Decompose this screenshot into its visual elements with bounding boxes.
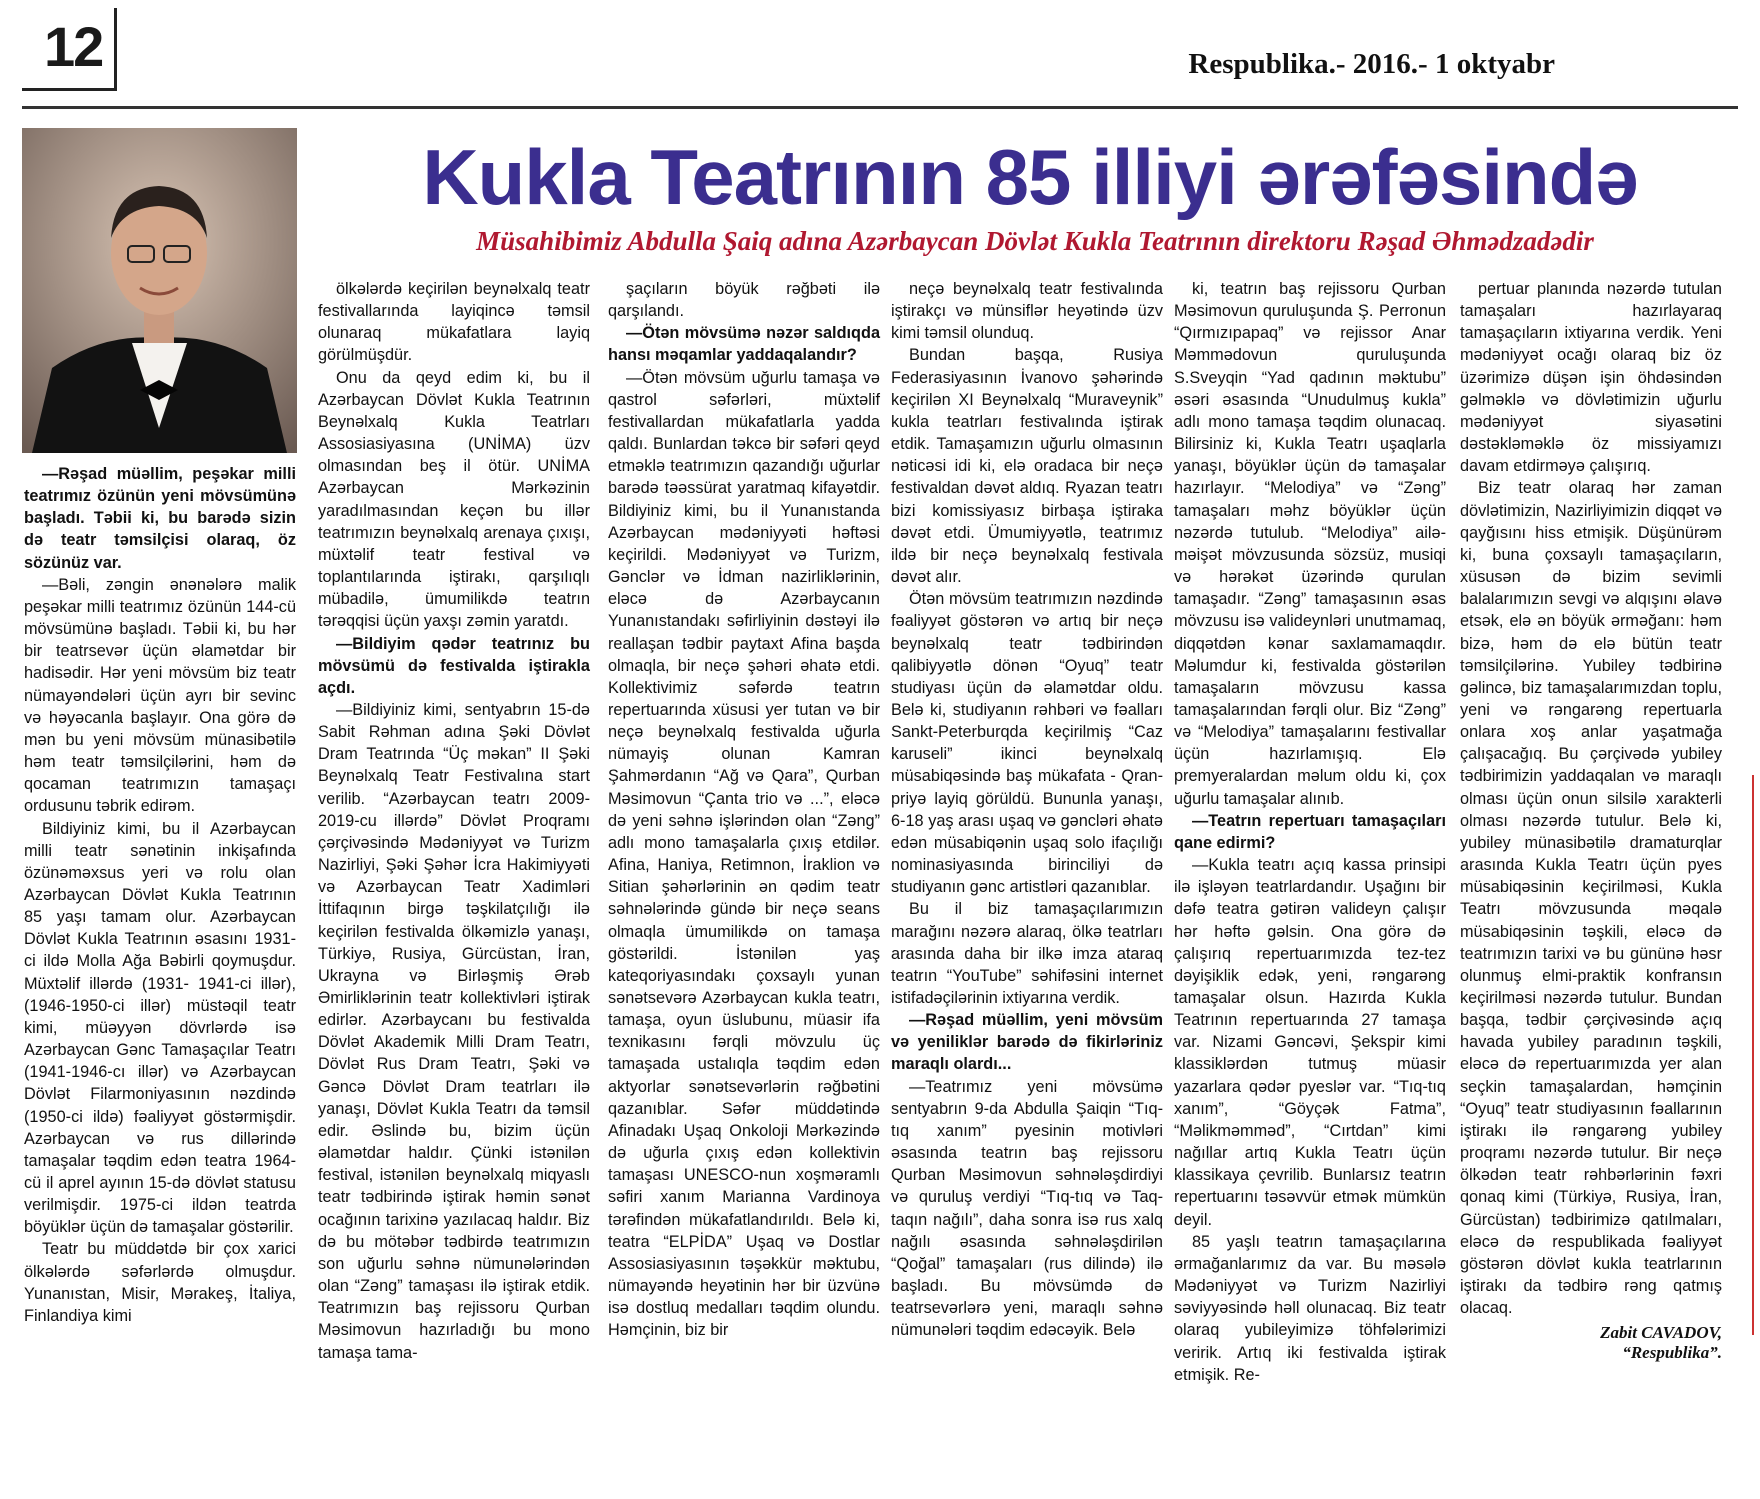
page-number-box [22, 8, 117, 91]
paragraph: ölkələrdə keçirilən beynəlxalq teatr festivallarında layiqincə təmsil olunaraq mükafatlara layiq görülmüşdür. [318, 280, 590, 365]
page-number: 12 [44, 15, 103, 78]
edge-rule [1752, 775, 1760, 1335]
paragraph: neçə beynəlxalq teatr festivalında iştirakçı və münsiflər heyətində üzv kimi təmsil olunduq. [891, 280, 1163, 343]
paragraph: şaçıların böyük rəğbəti ilə qarşılandı. [608, 280, 880, 321]
paragraph: pertuar planında nəzərdə tutulan tamaşaları hazırlayaraq tamaşaçıların ixtiyarına verdik. Yeni mədəniyyət ocağı olaraq biz öz üzərimizə düşən işin öhdəsindən gəlməklə və dövlətimizin uğurlu mədəniyyət siyasətini dəstəkləməklə öz missiyamızı davam etdirməyə çalışırıq. [1460, 280, 1722, 476]
article-subtitle: Müsahibimiz Abdulla Şaiq adına Azərbaycan Dövlət Kukla Teatrının direktoru Rəşad Əhmədzadədir [476, 226, 1594, 256]
paragraph: —Kukla teatrı açıq kassa prinsipi ilə işləyən teatrlardandır. Uşağını bir dəfə teatra gətirən valideyn çalışır hər həftə gəlsin. Ona görə də çalışırıq repertuarımızda tez-tez dəyişiklik edək, yeni, rəngarəng tamaşalar olsun. Hazırda Kukla Teatrının repertuarında 27 tamaşa var. Nizami Gəncəvi, Şekspir kimi klassiklərdən tutmuş müasir yazarlara qədər pyeslər var. “Tıq-tıq xanım”, “Göyçək Fatma”, “Məlikməmməd”, “Cırtdan” kimi nağıllar artıq Kukla Teatrı üçün klassikaya çevrilib. Bunlarsız teatrın repertuarını təsəvvür etmək mümkün deyil. [1174, 856, 1446, 1229]
paragraph: Bildiyiniz kimi, bu il Azərbaycan milli teatr sənətinin inkişafında özünəməxsus yeri və rolu olan Azərbaycan Dövlət Kukla Teatrının 85 yaşı tamam olur. Azərbaycan Dövlət Kukla Teatrının əsasını 1931-ci ildə Molla Ağa Bəbirli qoymuşdur. Müxtəlif illərdə (1931- 1941-ci illər), (1946-1950-ci illər) müstəqil teatr kimi, müəyyən dövrlərdə isə Azərbaycan Gənc Tamaşaçılar Teatrı (1941-1946-cı illər) və Azərbaycan Dövlət Filarmoniyasının nəzdində (1950-ci ildə) fəaliyyət göstərmişdir. Azərbaycan və rus dillərində tamaşalar təqdim edən teatra 1964-cü il aprel ayının 15-də dövlət statusu verilmişdir. 1975-ci ildən teatrda böyüklər üçün də tamaşalar göstərilir. [24, 819, 296, 1237]
portrait-illustration [22, 128, 297, 453]
column-1 [24, 463, 296, 1327]
column-2 [318, 278, 590, 1364]
author-paper: “Respublika”. [1622, 1343, 1722, 1363]
paragraph: —Teatrımız yeni mövsümə sentyabrın 9-da Abdulla Şaiqin “Tıq-tıq xanım” pyesinin motivləri əsasında teatrın baş rejissoru Qurban Məsimovun səhnələşdirdiyi və quruluş verdiyi “Tıq-tıq və Taq-taqın nağılı”, daha sonra isə rus xalq nağılı əsasında səhnələşdirilən “Qoğal” tamaşaları (rus dilində) ilə başladı. Bu mövsümdə də teatrsevərlərə yeni, maraqlı səhnə nümunələri təqdim edəcəyik. Belə [891, 1077, 1163, 1340]
author-name: Zabit CAVADOV, [1600, 1323, 1722, 1343]
article-title: Kukla Teatrının 85 illiyi ərəfəsində [422, 133, 1638, 221]
author-signature [1460, 1323, 1722, 1363]
paragraph: ki, teatrın baş rejissoru Qurban Məsimovun quruluşunda Ş. Perronun “Qırmızıpapaq” və rejissor Anar Məmmədovun quruluşunda S.Sveyqin “Yad qadının məktubu” əsəri əsasında “Unudulmuş kukla” adlı mono tamaşa təqdim olunacaq. Bilirsiniz ki, Kukla Teatrı uşaqlarla yanaşı, böyüklər üçün də tamaşalar hazırlayır. “Melodiya” və “Zəng” tamaşaları məhz böyüklər üçün nəzərdə tutulub. “Melodiya” ailə-məişət mövzusunda sözsüz, musiqi və hərəkət üzərində qurulan tamaşadır. “Zəng” tamaşasının əsas mövzusu isə valideynləri unutmamaq, diqqətdən kənar saxlamamaqdır. Məlumdur ki, festivalda göstərilən tamaşaların mövzusu kassa tamaşalarından fərqli olur. Biz “Zəng” və “Melodiya” tamaşalarını festivallar üçün hazırlamışıq. Elə premyeralardan məlum oldu ki, çox uğurlu tamaşalar alınıb. [1174, 280, 1446, 808]
paragraph: Onu da qeyd edim ki, bu il Azərbaycan Dövlət Kukla Teatrının Beynəlxalq Kukla Teatrları Assosiasiyasına (UNİMA) üzv olmasından beş il ötür. UNİMA Azərbaycan Mərkəzinin yaradılmasından keçən bu illər teatrımızın beynəlxalq arenaya çıxışı, müxtəlif teatr festival və toplantılarında iştirakı, qarşılıqlı mübadilə, ümumilikdə teatrın tərəqqisi üçün yaxşı zəmin yaratdı. [318, 368, 590, 631]
paragraph: Ötən mövsüm teatrımızın nəzdində fəaliyyət göstərən və artıq bir neçə beynəlxalq teatr tədbirindən qalibiyyətlə dönən “Oyuq” teatr studiyası üçün də əlamətdar oldu. Belə ki, studiyanın rəhbəri və fəalları Sankt-Peterburqda keçirilmiş “Caz karuseli” ikinci beynəlxalq müsabiqəsində baş mükafata - Qran-priyə layiq görüldü. Bununla yanaşı, 6-18 yaş arası uşaq və gəncləri əhatə edən müsabiqənin uşaq solo ifaçılığı nominasiyasında birinciliyi də studiyanın gənc artistləri qazanıblar. [891, 590, 1163, 897]
paragraph: —Bildiyim qədər teatrınız bu mövsümü də festivalda iştirakla açdı. [318, 634, 590, 697]
masthead: Respublika.- 2016.- 1 oktyabr [1188, 48, 1555, 80]
portrait-photo [22, 128, 297, 453]
paragraph: —Ötən mövsümə nəzər saldıqda hansı məqamlar yaddaqalandır? [608, 324, 880, 365]
paragraph: Bundan başqa, Rusiya Federasiyasının İvanovo şəhərində keçirilən XI Beynəlxalq “Muraveynik” kukla teatrları festivalında iştirak etdik. Tamaşamızın uğurlu olmasının nəticəsi idi ki, elə oradaca bir neçə festivaldan dəvət aldıq. Ryazan teatrı bizi komissiyasız birbaşa iştiraka dəvət etdi. Ümumiyyətlə, teatrımız ildə bir neçə beynəlxalq festivala dəvət alır. [891, 346, 1163, 587]
paragraph: —Teatrın repertuarı tamaşaçıları qane edirmi? [1174, 811, 1446, 852]
paragraph: Biz teatr olaraq hər zaman dövlətimizin, Nazirliyimizin diqqət və qayğısını hiss etmişik. Düşünürəm ki, buna çoxsaylı tamaşaçıların, xüsusən də bizim sevimli balalarımızın sevgi və alqışını əlavə etsək, elə ən böyük ərməğanı: həm bizə, həm də elə bütün teatr təmsilçilərinə. Yubiley tədbirinə gəlincə, biz tamaşalarımızdan toplu, yeni və rəngarəng repertuarla onlara xoş anlar yaşatmağa çalışacağıq. Bu çərçivədə yubiley tədbirimizin yaddaqalan və maraqlı olması üçün onun silsilə xarakterli olması nəzərdə tutulur. Belə ki, yubiley münasibətilə dramaturqlar arasında Kukla Teatrı üçün pyes müsabiqəsinin keçirilməsi, Kukla Teatrı mövzusunda məqalə müsabiqəsinin təşkili, eləcə də teatrımızın tarixi və bu gününə həsr olunmuş elmi-praktik konfransın keçirilməsi nəzərdə tutulur. Bundan başqa, tədbir çərçivəsində açıq havada yubiley paradının təşkili, eləcə də repertuarımızda yer alan seçkin tamaşalardan, həmçinin “Oyuq” teatr studiyasının fəallarının iştirakı ilə rəngarəng yubiley proqramı nəzərdə tutulur. Bir neçə ölkədən teatr rəhbərlərinin fəxri qonaq kimi (Türkiyə, Rusiya, İran, Gürcüstan) tədbirimizə qatılmaları, eləcə də respublikada fəaliyyət göstərən dövlət kukla teatrlarının iştirakı da tədbirə rəng qatmış olacaq. [1460, 479, 1722, 1318]
paragraph: —Rəşad müəllim, yeni mövsüm və yeniliklər barədə də fikirləriniz maraqlı olardı... [891, 1011, 1163, 1074]
paragraph: —Rəşad müəllim, peşəkar milli teatrımız özünün yeni mövsümünə başladı. Təbii ki, bu barədə sizin də teatr təmsilçisi olaraq, öz sözünüz var. [24, 465, 296, 572]
column-5 [1174, 278, 1446, 1386]
paragraph: —Bildiyiniz kimi, sentyabrın 15-də Sabit Rəhman adına Şəki Dövlət Dram Teatrında “Üç məkan” II Şəki Beynəlxalq Teatr Festivalına start verilib. “Azərbaycan teatrı 2009-2019-cu illərdə” Dövlət Proqramı çərçivəsində Mədəniyyət və Turizm Nazirliyi, Şəki Şəhər İcra Hakimiyyəti və Azərbaycan Teatr Xadimləri İttifaqının birgə təşkilatçılığı ilə keçirilən festivalda ölkəmizlə yanaşı, Türkiyə, Rusiya, Gürcüstan, İran, Ukrayna və Birləşmiş Ərəb Əmirliklərinin teatr kollektivləri iştirak edirlər. Azərbaycanı bu festivalda Dövlət Akademik Milli Dram Teatrı, Dövlət Rus Dram Teatrı, Şəki və Gəncə Dövlət Dram teatrları ilə yanaşı, Dövlət Kukla Teatrı da təmsil edir. Əslində bu, bizim üçün əlamətdar haldır. Çünki istənilən festival, istənilən beynəlxalq miqyaslı teatr tədbirində iştirak həmin sənət ocağının tarixinə yazılacaq haldır. Biz də bu mötəbər tədbirdə teatrımızın son uğurlu səhnə nümunələrindən olan “Zəng” tamaşası ilə iştirak etdik. Teatrımızın baş rejissoru Qurban Məsimovun hazırladığı bu mono tamaşa tama- [318, 700, 590, 1362]
paragraph: —Bəli, zəngin ənənələrə malik peşəkar milli teatrımız özünün 144-cü mövsümünə başladı. Təbii ki, bu hər bir teatrsevər üçün əlamətdar bir hadisədir. Hər yeni mövsüm biz teatr nümayəndələri üçün ayrı bir sevinc və həyəcanla başlayır. Ona görə də mən bu yeni mövsüm münasibətilə həm teatr təmsilçilərini, həm də qocaman teatrımızın tamaşaçı ordusunu təbrik edirəm. [24, 575, 296, 816]
column-4 [891, 278, 1163, 1342]
paragraph: —Ötən mövsüm uğurlu tamaşa və qastrol səfərləri, müxtəlif festivallardan mükafatlarla yadda qaldı. Bunlardan təkcə bir səfəri qeyd etməklə teatrımızın qazandığı uğurlar barədə təəssürat yaratmaq kifayətdir. Bildiyiniz kimi, bu il Yunanıstanda Azərbaycan mədəniyyəti həftəsi keçirildi. Mədəniyyət və Turizm, Gənclər və İdman nazirliklərinin, eləcə də Azərbaycanın Yunanıstandakı səfirliyinin dəstəyi ilə reallaşan tədbir paytaxt Afina başda olmaqla, bir neçə şəhəri əhatə etdi. Kollektivimiz səfərdə teatrın repertuarında xüsusi yer tutan və bir neçə beynəlxalq festivalda uğurla nümayiş olunan Kamran Şahmərdanın “Ağ və Qara”, Qurban Məsimovun “Çanta trio və ...”, eləcə də yeni səhnə işlərindən olan “Zəng” adlı mono tamaşalarla çıxış etdilər. Afina, Haniya, Retimnon, İraklion və Sitian şəhərlərinin ən qədim teatr səhnələrində gündə bir neçə seans olmaqla ümumilikdə on tamaşa göstərildi. İstənilən yaş kateqoriyasındakı çoxsaylı yunan sənətsevərə Azərbaycan kukla teatrı, tamaşa, oyun üslubunu, müasir ifa texnikasını fərqli mövzulu üç tamaşada ustalıqla təqdim edən aktyorlar sənətsevərlərin rəğbətini qazanıblar. Səfər müddətində Afinadakı Uşaq Onkoloji Mərkəzində də uğurla çıxış edən kollektivin tamaşası UNESCO-nun xoşməramlı səfiri xanım Marianna Vardinoya tərəfindən mükafatlandırıldı. Belə ki, teatra “ELPİDA” Uşaq və Dostlar Assosiasiyasının təşəkkür məktubu, nümayəndə heyətinin hər bir üzvünə isə dostluq medalları təqdim olundu. Həmçinin, biz bir [608, 368, 880, 1340]
paragraph: 85 yaşlı teatrın tamaşaçılarına ərmağanlarımız da var. Bu məsələ Mədəniyyət və Turizm Nazirliyi səviyyəsində həll olunacaq. Biz teatr olaraq yubileyimizə töhfələrimizi veririk. Artıq iki festivalda iştirak etmişik. Re- [1174, 1232, 1446, 1384]
paragraph: Bu il biz tamaşaçılarımızın marağını nəzərə alaraq, ölkə teatrları arasında daha bir ilkə imza ataraq teatrın “YouTube” səhifəsini internet istifadəçilərinin ixtiyarına verdik. [891, 900, 1163, 1007]
paragraph: Teatr bu müddətdə bir çox xarici ölkələrdə səfərlərdə olmuşdur. Yunanıstan, Misir, Mərakeş, İtaliya, Finlandiya kimi [24, 1240, 296, 1325]
column-3 [608, 278, 880, 1342]
column-6 [1460, 278, 1722, 1363]
header-rule [22, 106, 1738, 109]
